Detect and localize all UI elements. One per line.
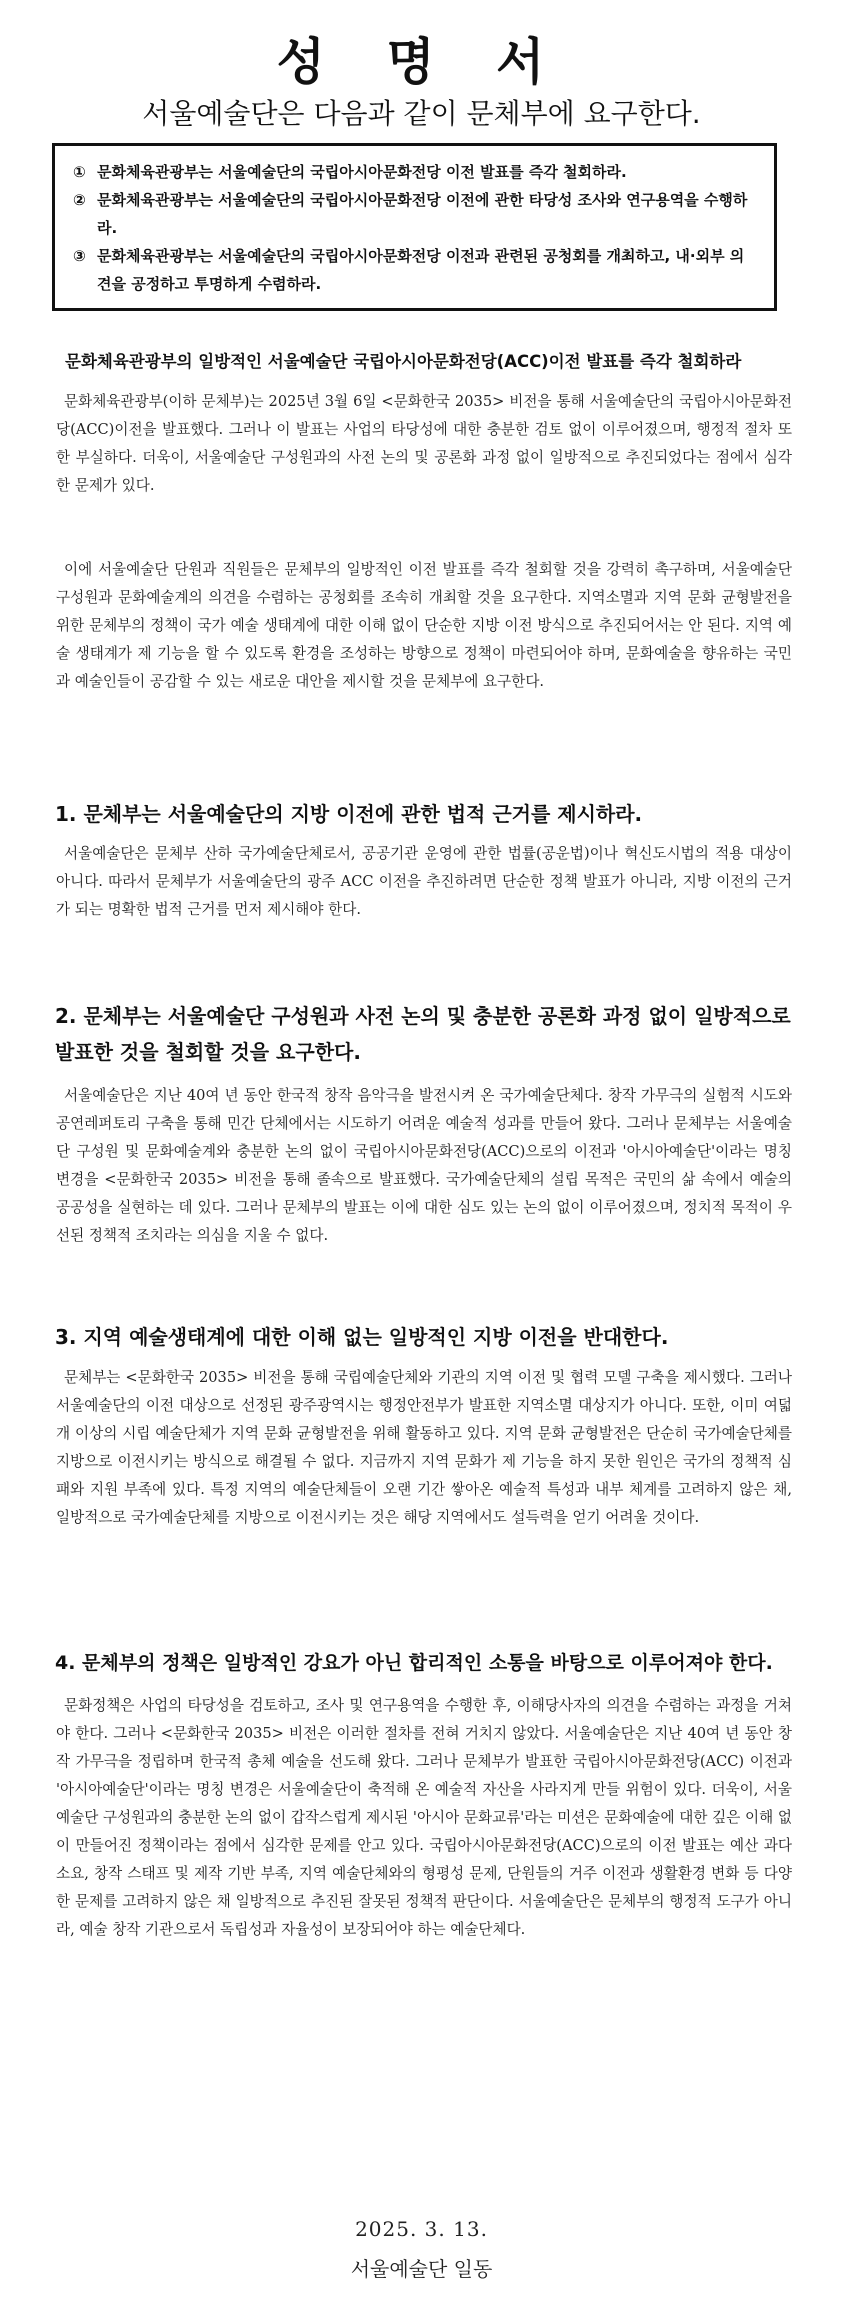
demands-box	[52, 143, 777, 311]
intro-paragraph: 문화체육관광부(이하 문체부)는 2025년 3월 6일 <문화한국 2035> 비전을 통해 서울예술단의 국립아시아문화전당(ACC)이전을 발표했다. 그러나 이 발표는 사업의 타당성에 대한 충분한 검토 없이 이루어졌으며, 행정적 절차 또한 부실하다. 더욱이, 서울예술단 구성원과의 사전 논의 및 공론화 과정 없이 일방적으로 추진되었다는 점에서 심각한 문제가 있다.	[56, 393, 792, 494]
demand-number: ②	[73, 191, 86, 209]
section-heading-3: 3. 지역 예술생태계에 대한 이해 없는 일방적인 지방 이전을 반대한다.	[55, 1325, 669, 1349]
section-heading-4: 4. 문체부의 정책은 일방적인 강요가 아닌 합리적인 소통을 바탕으로 이루어져야 한다.	[55, 1652, 773, 1674]
demand-item	[73, 158, 756, 186]
demand-text: 문화체육관광부는 서울예술단의 국립아시아문화전당 이전에 관한 타당성 조사와 연구용역을 수행하라.	[97, 191, 748, 237]
demand-item	[73, 186, 756, 242]
demand-text: 문화체육관광부는 서울예술단의 국립아시아문화전당 이전과 관련된 공청회를 개최하고, 내·외부 의견을 공정하고 투명하게 수렴하라.	[97, 247, 745, 293]
section-body-2: 서울예술단은 지난 40여 년 동안 한국적 창작 음악극을 발전시켜 온 국가예술단체다. 창작 가무극의 실험적 시도와 공연레퍼토리 구축을 통해 민간 단체에서는 시도하기 어려운 예술적 성과를 만들어 왔다. 그러나 문체부는 서울예술단 구성원 및 문화예술계와 충분한 논의 없이 국립아시아문화전당(ACC)으로의 이전과 '아시아예술단'이라는 명칭 변경을 <문화한국 2035> 비전을 통해 졸속으로 발표했다. 국가예술단체의 설립 목적은 국민의 삶 속에서 예술의 공공성을 실현하는 데 있다. 그러나 문체부의 발표는 이에 대한 심도 있는 논의 없이 이루어졌으며, 정치적 목적이 우선된 정책적 조치라는 의심을 지울 수 없다.	[56, 1087, 792, 1244]
document-subtitle: 서울예술단은 다음과 같이 문체부에 요구한다.	[142, 97, 701, 130]
demand-text: 문화체육관광부는 서울예술단의 국립아시아문화전당 이전 발표를 즉각 철회하라.	[97, 163, 627, 181]
demand-item	[73, 242, 756, 298]
demand-number: ①	[73, 163, 86, 181]
statement-signature: 서울예술단 일동	[350, 2257, 493, 2281]
section-body-4: 문화정책은 사업의 타당성을 검토하고, 조사 및 연구용역을 수행한 후, 이해당사자의 의견을 수렴하는 과정을 거쳐야 한다. 그러나 <문화한국 2035> 비전은 이러한 절차를 전혀 거치지 않았다. 서울예술단은 지난 40여 년 동안 창작 가무극을 정립하며 한국적 총체 예술을 선도해 왔다. 그러나 문체부가 발표한 국립아시아문화전당(ACC) 이전과 '아시아예술단'이라는 명칭 변경은 서울예술단이 축적해 온 예술적 자산을 사라지게 만들 위험이 있다. 더욱이, 서울예술단 구성원과의 충분한 논의 없이 갑작스럽게 제시된 '아시아 문화교류'라는 미션은 문화예술에 대한 깊은 이해 없이 만들어진 정책이라는 점에서 심각한 문제를 안고 있다. 국립아시아문화전당(ACC)으로의 이전 발표는 예산 과다 소요, 창작 스태프 및 제작 기반 부족, 지역 예술단체와의 형평성 문제, 단원들의 거주 이전과 생활환경 변화 등 다양한 문제를 고려하지 않은 채 일방적으로 추진된 잘못된 정책적 판단이다. 서울예술단은 문체부의 행정적 도구가 아니라, 예술 창작 기관으로서 독립성과 자율성이 보장되어야 하는 예술단체다.	[56, 1697, 792, 1938]
statement-date: 2025. 3. 13.	[355, 2217, 488, 2241]
section-heading-2: 2. 문체부는 서울예술단 구성원과 사전 논의 및 충분한 공론화 과정 없이 일방적으로 발표한 것을 철회할 것을 요구한다.	[55, 1004, 791, 1064]
document-title: 성 명 서	[276, 33, 567, 91]
demand-number: ③	[73, 247, 86, 265]
section-heading-1: 1. 문체부는 서울예술단의 지방 이전에 관한 법적 근거를 제시하라.	[55, 802, 643, 826]
main-heading: 문화체육관광부의 일방적인 서울예술단 국립아시아문화전당(ACC)이전 발표를 즉각 철회하라	[65, 352, 742, 371]
section-body-1: 서울예술단은 문체부 산하 국가예술단체로서, 공공기관 운영에 관한 법률(공운법)이나 혁신도시법의 적용 대상이 아니다. 따라서 문체부가 서울예술단의 광주 ACC 이전을 추진하려면 단순한 정책 발표가 아니라, 지방 이전의 근거가 되는 명확한 법적 근거를 먼저 제시해야 한다.	[56, 845, 792, 918]
section-body-3: 문체부는 <문화한국 2035> 비전을 통해 국립예술단체와 기관의 지역 이전 및 협력 모델 구축을 제시했다. 그러나 서울예술단의 이전 대상으로 선정된 광주광역시는 행정안전부가 발표한 지역소멸 대상지가 아니다. 또한, 이미 여덟 개 이상의 시립 예술단체가 지역 문화 균형발전을 위해 활동하고 있다. 지역 문화 균형발전은 단순히 국가예술단체를 지방으로 이전시키는 방식으로 해결될 수 없다. 지금까지 지역 문화가 제 기능을 하지 못한 원인은 국가의 정책적 심패와 지원 부족에 있다. 특정 지역의 예술단체들이 오랜 기간 쌓아온 예술적 특성과 내부 체계를 고려하지 않은 채, 일방적으로 국가예술단체를 지방으로 이전시키는 것은 해당 지역에서도 설득력을 얻기 어려울 것이다.	[56, 1369, 793, 1526]
intro-paragraph: 이에 서울예술단 단원과 직원들은 문체부의 일방적인 이전 발표를 즉각 철회할 것을 강력히 촉구하며, 서울예술단 구성원과 문화예술계의 의견을 수렴하는 공청회를 조속히 개최할 것을 요구한다. 지역소멸과 지역 문화 균형발전을 위한 문체부의 정책이 국가 예술 생태계에 대한 이해 없이 단순한 지방 이전 방식으로 추진되어서는 안 된다. 지역 예술 생태계가 제 기능을 할 수 있도록 환경을 조성하는 방향으로 정책이 마련되어야 하며, 문화예술을 향유하는 국민과 예술인들이 공감할 수 있는 새로운 대안을 제시할 것을 문체부에 요구한다.	[56, 561, 792, 690]
